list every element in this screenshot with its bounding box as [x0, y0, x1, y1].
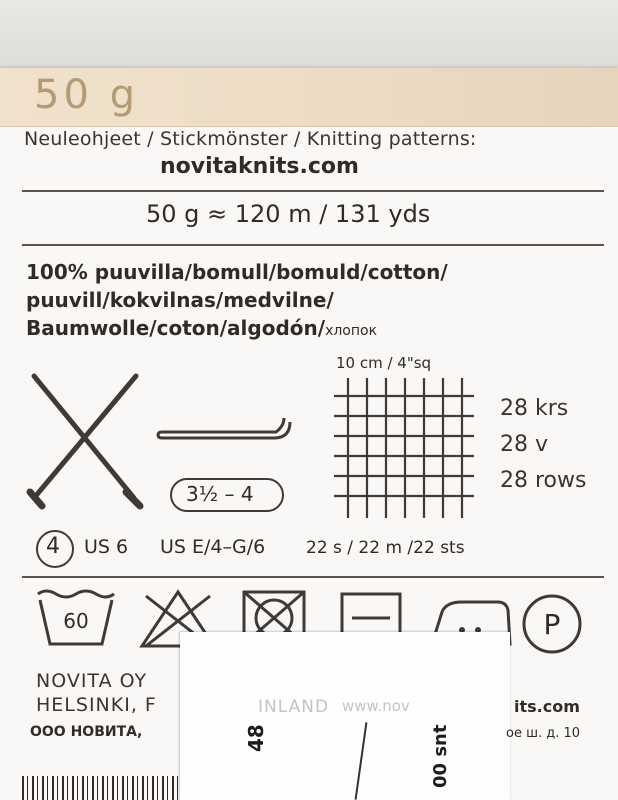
gauge-rows-sv: 28 v	[500, 432, 549, 457]
gauge-stitches: 22 s / 22 m /22 sts	[306, 538, 465, 558]
faint-country-text: INLAND	[258, 697, 330, 717]
dry-clean-letter: P	[543, 608, 561, 641]
knitting-needles-icon	[24, 370, 154, 510]
faint-site-text: www.nov	[342, 697, 410, 715]
company-city: HELSINKI, F	[36, 694, 157, 716]
us-needle-size: US 6	[84, 536, 129, 558]
gauge-grid-icon	[334, 378, 474, 518]
wash-60-icon	[36, 588, 116, 648]
price-sticker	[180, 632, 510, 800]
wash-temp: 60	[63, 609, 89, 633]
dry-clean-p-icon	[520, 592, 584, 656]
fiber-line-2: puuvill/kokvilnas/medvilne/	[26, 288, 334, 312]
barcode	[22, 776, 182, 800]
company-ru-address: ое ш. д. 10	[506, 726, 581, 741]
us-hook-size: US E/4–G/6	[160, 536, 266, 558]
gauge-rows-en: 28 rows	[500, 468, 587, 493]
divider-top	[22, 190, 604, 192]
fiber-ru: хлопок	[325, 323, 378, 339]
sticker-unit: 00 snt	[430, 724, 451, 788]
fiber-line-3	[26, 316, 377, 340]
patterns-heading: Neuleohjeet / Stickmönster / Knitting patterns:	[24, 128, 477, 150]
gauge-title: 10 cm / 4"sq	[336, 354, 432, 372]
yarn-weight-number: 4	[46, 534, 60, 559]
company-website: its.com	[514, 697, 580, 716]
crochet-hook-icon	[158, 416, 298, 452]
company-ru-name: ООО НОВИТА,	[30, 724, 143, 740]
weight-strip-text: 50 g	[34, 72, 140, 118]
fiber-line-3-text: Baumwolle/coton/algodón/	[26, 316, 326, 340]
divider-care	[22, 576, 604, 578]
website-link[interactable]: novitaknits.com	[160, 154, 359, 179]
company-name: NOVITA OY	[36, 670, 148, 692]
yarn-background	[0, 0, 618, 70]
yield-text: 50 g ≈ 120 m / 131 yds	[146, 200, 431, 228]
sticker-number: 48	[244, 724, 268, 752]
divider-yield	[22, 244, 604, 246]
fiber-line-1: 100% puuvilla/bomull/bomuld/cotton/	[26, 260, 448, 284]
gauge-rows-fi: 28 krs	[500, 396, 569, 421]
hook-size-text: 3½ – 4	[186, 482, 254, 506]
